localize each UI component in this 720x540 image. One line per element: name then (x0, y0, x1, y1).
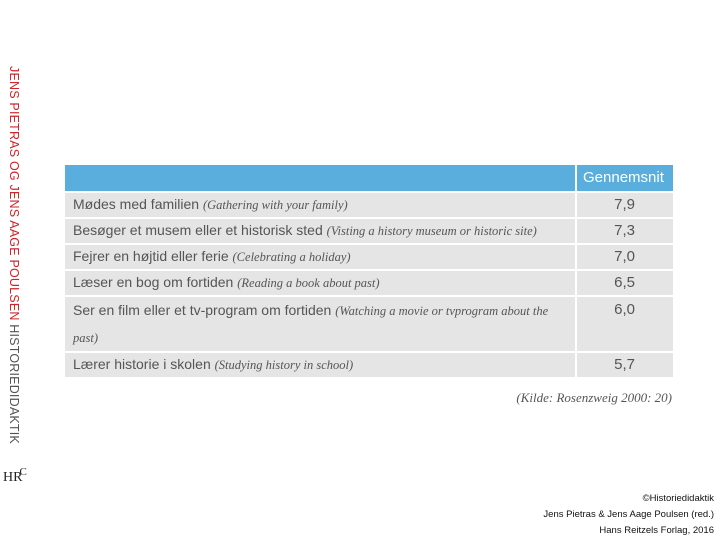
table-row (65, 353, 673, 377)
row-label-danish: Fejrer en højtid eller ferie (73, 248, 229, 264)
row-value: 7,9 (577, 193, 673, 217)
logo-letter-h: H (3, 470, 14, 485)
credit-line-3: Hans Reitzels Forlag, 2016 (599, 525, 714, 536)
row-value: 7,0 (577, 245, 673, 269)
row-label-english: (Reading a book about past) (237, 276, 380, 290)
table-row (65, 245, 673, 269)
row-label (65, 219, 575, 243)
row-label-english: (Visting a history museum or historic site) (326, 224, 537, 238)
table-row (65, 219, 673, 243)
authors-label: JENS PIETRAS OG JENS AAGE POULSEN (7, 66, 21, 321)
source-citation: (Kilde: Rosenzweig 2000: 20) (516, 390, 672, 405)
credit-line-1: ©Historiedidaktik (642, 493, 714, 504)
row-label-danish: Læser en bog om fortiden (73, 274, 234, 290)
row-label-english: (Watching a movie or tvprogram about the past) (73, 304, 549, 345)
table-row (65, 193, 673, 217)
table-row (65, 271, 673, 295)
row-value: 5,7 (577, 353, 673, 377)
row-label (65, 271, 575, 295)
survey-table (65, 165, 673, 377)
publisher-logo (3, 466, 30, 486)
header-label-cell (65, 165, 575, 191)
row-label-danish: Besøger et musem eller et historisk sted (73, 222, 323, 238)
row-label-english: (Celebrating a holiday) (232, 250, 351, 264)
row-label-english: (Studying history in school) (214, 358, 354, 372)
row-label (65, 193, 575, 217)
row-value: 6,0 (577, 297, 673, 351)
logo-letter-c: C (19, 466, 27, 478)
table-row (65, 297, 673, 351)
header-average-cell: Gennemsnit (577, 165, 673, 191)
book-side-title (2, 66, 26, 444)
row-label (65, 245, 575, 269)
row-value: 7,3 (577, 219, 673, 243)
copyright-credit (543, 491, 714, 539)
row-label-danish: Ser en film eller et tv-program om fortiden (73, 302, 332, 318)
book-title-label: HISTORIEDIDAKTIK (7, 324, 21, 444)
table-header-row (65, 165, 673, 191)
row-label (65, 297, 575, 351)
logo-letter-r: R (13, 470, 23, 485)
credit-line-2: Jens Pietras & Jens Aage Poulsen (red.) (543, 509, 714, 520)
row-label (65, 353, 575, 377)
row-label-english: (Gathering with your family) (202, 198, 348, 212)
row-label-danish: Mødes med familien (73, 196, 200, 212)
row-label-danish: Lærer historie i skolen (73, 356, 211, 372)
row-value: 6,5 (577, 271, 673, 295)
